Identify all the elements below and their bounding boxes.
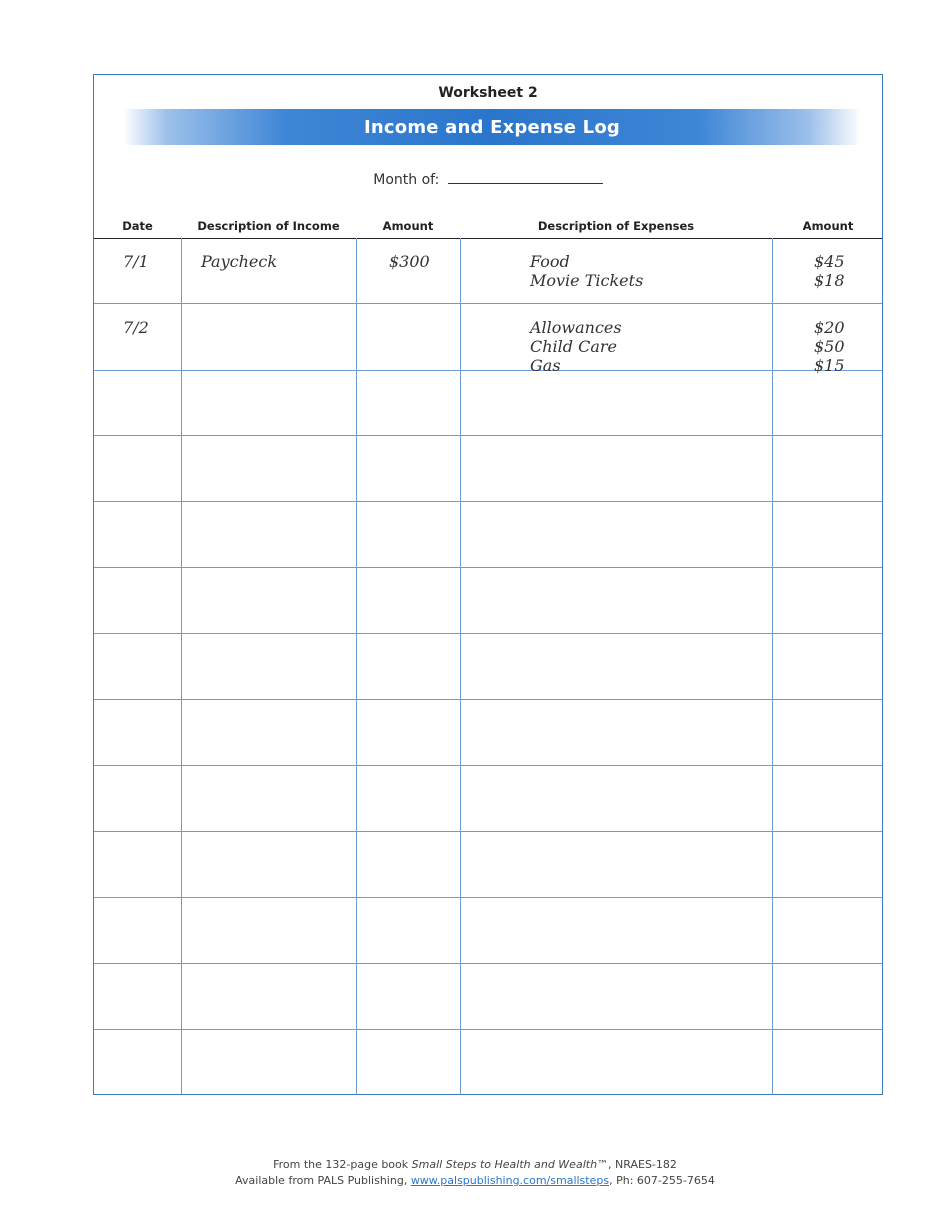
cell-expense-amount[interactable] xyxy=(772,436,884,501)
header-expense-description: Description of Expenses xyxy=(537,219,695,233)
cell-income-amount[interactable] xyxy=(356,634,460,699)
page-title: Income and Expense Log xyxy=(363,116,620,138)
expense-description: Child Care xyxy=(530,337,618,356)
cell-income-description[interactable] xyxy=(181,1030,356,1095)
cell-date[interactable] xyxy=(94,964,181,1029)
expense-amount: $20 xyxy=(814,318,845,337)
column-headers xyxy=(94,219,882,237)
expense-description: Food xyxy=(530,252,570,271)
expense-amount: $18 xyxy=(814,271,845,290)
expense-description: Allowances xyxy=(530,318,622,337)
cell-expense-description[interactable] xyxy=(460,832,772,897)
table-row xyxy=(94,634,882,700)
cell-expense-amount[interactable] xyxy=(772,964,884,1029)
header-income-description: Description of Income xyxy=(197,219,340,233)
cell-expense-amount[interactable] xyxy=(772,832,884,897)
cell-date[interactable] xyxy=(94,568,181,633)
cell-income-description[interactable] xyxy=(181,766,356,831)
cell-income-description[interactable] xyxy=(181,238,356,303)
cell-income-description[interactable] xyxy=(181,700,356,765)
cell-income-amount[interactable] xyxy=(356,832,460,897)
cell-income-amount[interactable] xyxy=(356,964,460,1029)
publisher-link[interactable]: www.palspublishing.com/smallsteps xyxy=(410,1174,610,1187)
cell-income-description[interactable] xyxy=(181,568,356,633)
cell-expense-description[interactable] xyxy=(460,502,772,567)
cell-income-amount[interactable] xyxy=(356,700,460,765)
table-row xyxy=(94,304,882,375)
cell-income-description[interactable] xyxy=(181,371,356,435)
table-row xyxy=(94,371,882,436)
cell-income-amount[interactable] xyxy=(356,1030,460,1095)
cell-expense-description[interactable] xyxy=(460,766,772,831)
footer-line-2 xyxy=(0,1173,950,1189)
cell-date[interactable] xyxy=(94,371,181,435)
expense-amount: $45 xyxy=(814,252,845,271)
cell-date[interactable] xyxy=(94,436,181,501)
cell-income-description[interactable] xyxy=(181,898,356,963)
cell-expense-amount[interactable] xyxy=(772,238,884,303)
cell-income-amount[interactable] xyxy=(356,238,460,303)
cell-income-amount[interactable] xyxy=(356,898,460,963)
cell-expense-description[interactable] xyxy=(460,1030,772,1095)
income-description: Paycheck xyxy=(201,252,278,271)
cell-income-description[interactable] xyxy=(181,964,356,1029)
worksheet-label: Worksheet 2 xyxy=(438,85,538,101)
footer xyxy=(0,1157,950,1189)
cell-expense-amount[interactable] xyxy=(772,568,884,633)
expense-description: Gas xyxy=(530,356,561,375)
table-row xyxy=(94,964,882,1030)
cell-expense-description[interactable] xyxy=(460,898,772,963)
month-field xyxy=(94,169,882,188)
cell-expense-amount[interactable] xyxy=(772,634,884,699)
cell-date[interactable] xyxy=(94,304,181,370)
worksheet-frame xyxy=(93,74,883,1095)
footer-text: ™, NRAES-182 xyxy=(597,1158,677,1171)
cell-expense-description[interactable] xyxy=(460,304,772,375)
cell-date[interactable] xyxy=(94,502,181,567)
footer-text: From the 132-page book xyxy=(273,1158,412,1171)
cell-income-amount[interactable] xyxy=(356,766,460,831)
table-row xyxy=(94,700,882,766)
title-banner xyxy=(123,109,861,145)
cell-expense-amount[interactable] xyxy=(772,766,884,831)
cell-income-amount[interactable] xyxy=(356,371,460,435)
footer-line-1 xyxy=(0,1157,950,1173)
cell-income-amount[interactable] xyxy=(356,502,460,567)
month-label: Month of: xyxy=(373,172,440,188)
table-row xyxy=(94,898,882,964)
table-row xyxy=(94,832,882,898)
cell-income-description[interactable] xyxy=(181,304,356,370)
cell-date[interactable] xyxy=(94,832,181,897)
cell-income-description[interactable] xyxy=(181,436,356,501)
table-row xyxy=(94,766,882,832)
cell-income-amount[interactable] xyxy=(356,568,460,633)
cell-date[interactable] xyxy=(94,238,181,303)
cell-expense-description[interactable] xyxy=(460,568,772,633)
cell-date[interactable] xyxy=(94,700,181,765)
expense-description: Movie Tickets xyxy=(530,271,644,290)
cell-income-amount[interactable] xyxy=(356,436,460,501)
cell-date[interactable] xyxy=(94,634,181,699)
expense-amount: $50 xyxy=(814,337,845,356)
income-amount: $300 xyxy=(389,252,430,271)
cell-date[interactable] xyxy=(94,1030,181,1095)
header-income-amount: Amount xyxy=(382,219,434,233)
header-expense-amount: Amount xyxy=(802,219,854,233)
cell-expense-description[interactable] xyxy=(460,371,772,435)
cell-expense-amount[interactable] xyxy=(772,1030,884,1095)
table-row xyxy=(94,502,882,568)
header-date: Date xyxy=(122,219,153,233)
table-row xyxy=(94,436,882,502)
footer-text: Available from PALS Publishing, xyxy=(235,1174,411,1187)
entry-date: 7/2 xyxy=(123,318,149,337)
cell-income-description[interactable] xyxy=(181,502,356,567)
table-row xyxy=(94,568,882,634)
cell-date[interactable] xyxy=(94,898,181,963)
cell-expense-description[interactable] xyxy=(460,964,772,1029)
expense-amount: $15 xyxy=(814,356,845,375)
cell-expense-description[interactable] xyxy=(460,238,772,303)
table-row xyxy=(94,1030,882,1095)
cell-expense-amount[interactable] xyxy=(772,700,884,765)
cell-expense-amount[interactable] xyxy=(772,898,884,963)
cell-expense-amount[interactable] xyxy=(772,371,884,435)
cell-expense-description[interactable] xyxy=(460,634,772,699)
footer-text: , Ph: 607-255-7654 xyxy=(609,1174,715,1187)
table-row xyxy=(94,238,882,304)
month-blank-line[interactable] xyxy=(448,169,603,184)
cell-income-amount[interactable] xyxy=(356,304,460,370)
entry-date: 7/1 xyxy=(123,252,149,271)
cell-expense-description[interactable] xyxy=(460,700,772,765)
cell-expense-amount[interactable] xyxy=(772,304,884,375)
cell-income-description[interactable] xyxy=(181,832,356,897)
cell-expense-amount[interactable] xyxy=(772,502,884,567)
book-title: Small Steps to Health and Wealth xyxy=(411,1158,598,1171)
cell-date[interactable] xyxy=(94,766,181,831)
cell-expense-description[interactable] xyxy=(460,436,772,501)
cell-income-description[interactable] xyxy=(181,634,356,699)
